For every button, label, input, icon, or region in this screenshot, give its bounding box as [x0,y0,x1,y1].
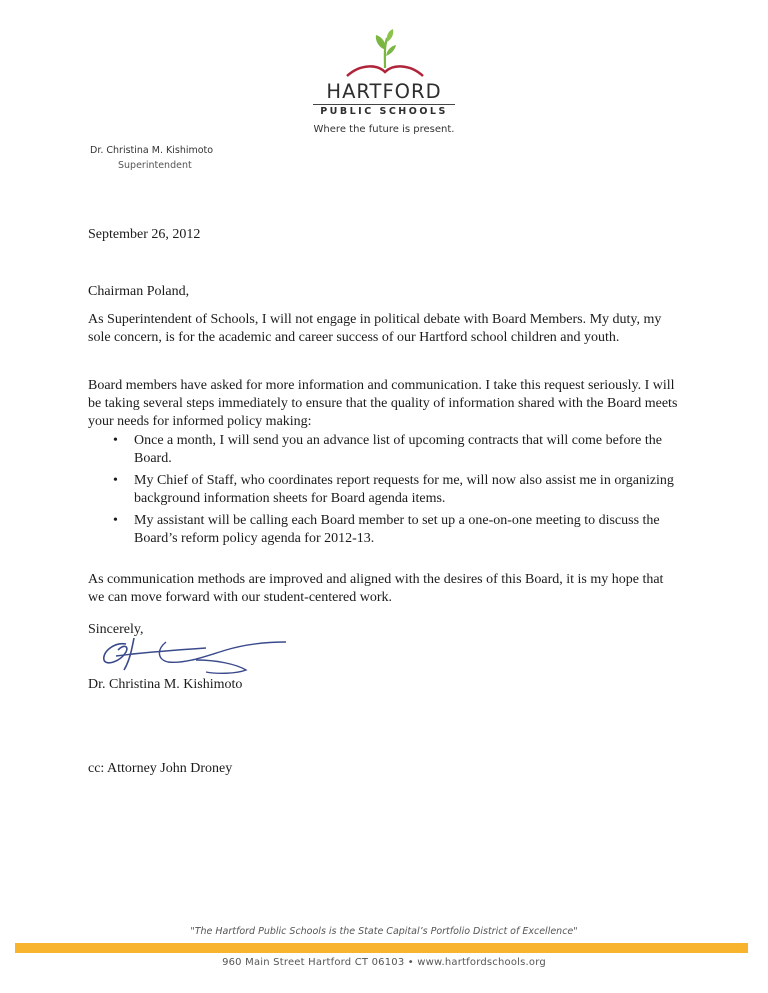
sender-title: Superintendent [118,160,192,171]
list-item-text: My Chief of Staff, who coordinates report requests for me, will now also assist me in organizing background information sheets for Board agenda items. [134,473,674,506]
paragraph-3: As communication methods are improved and aligned with the desires of this Board, it is my hope that we can move forward with our student-centered work. [88,572,664,605]
signer-name: Dr. Christina M. Kishimoto [88,677,243,692]
list-item [88,512,680,548]
list-item [88,472,680,508]
list-item-text: Once a month, I will send you an advance list of upcoming contracts that will come before the Board. [134,433,662,466]
org-name: HARTFORD [326,80,442,103]
salutation: Chairman Poland, [88,284,190,299]
paragraph-1: As Superintendent of Schools, I will not engage in political debate with Board Members. My duty, my sole concern, is for the academic and career success of our Hartford school children and youth. [88,312,662,345]
handwritten-signature-icon [96,630,288,678]
sender-name: Dr. Christina M. Kishimoto [90,145,214,156]
paragraph-2: Board members have asked for more information and communication. I take this request seriously. I will be taking several steps immediately to ensure that the quality of information shared with the Board meets your needs for informed policy making: [88,378,678,429]
footer-color-band [15,943,748,953]
logo-divider [313,104,455,105]
closing: Sincerely, [88,622,144,637]
footer-motto: "The Hartford Public Schools is the State Capital’s Portfolio District of Excellence" [190,926,578,937]
bullet-icon: • [113,513,118,528]
cc-line: cc: Attorney John Droney [88,761,233,776]
action-list [88,432,680,552]
list-item-text: My assistant will be calling each Board member to set up a one-on-one meeting to discuss the Board’s reform policy agenda for 2012-13. [134,513,660,546]
hartford-logo-icon [335,28,435,83]
org-subtitle: PUBLIC SCHOOLS [320,106,448,117]
bullet-icon: • [113,473,118,488]
footer-address: 960 Main Street Hartford CT 06103 • www.hartfordschools.org [222,957,546,968]
bullet-icon: • [113,433,118,448]
tagline: Where the future is present. [313,124,455,135]
letter-date: September 26, 2012 [88,227,201,242]
list-item [88,432,680,468]
